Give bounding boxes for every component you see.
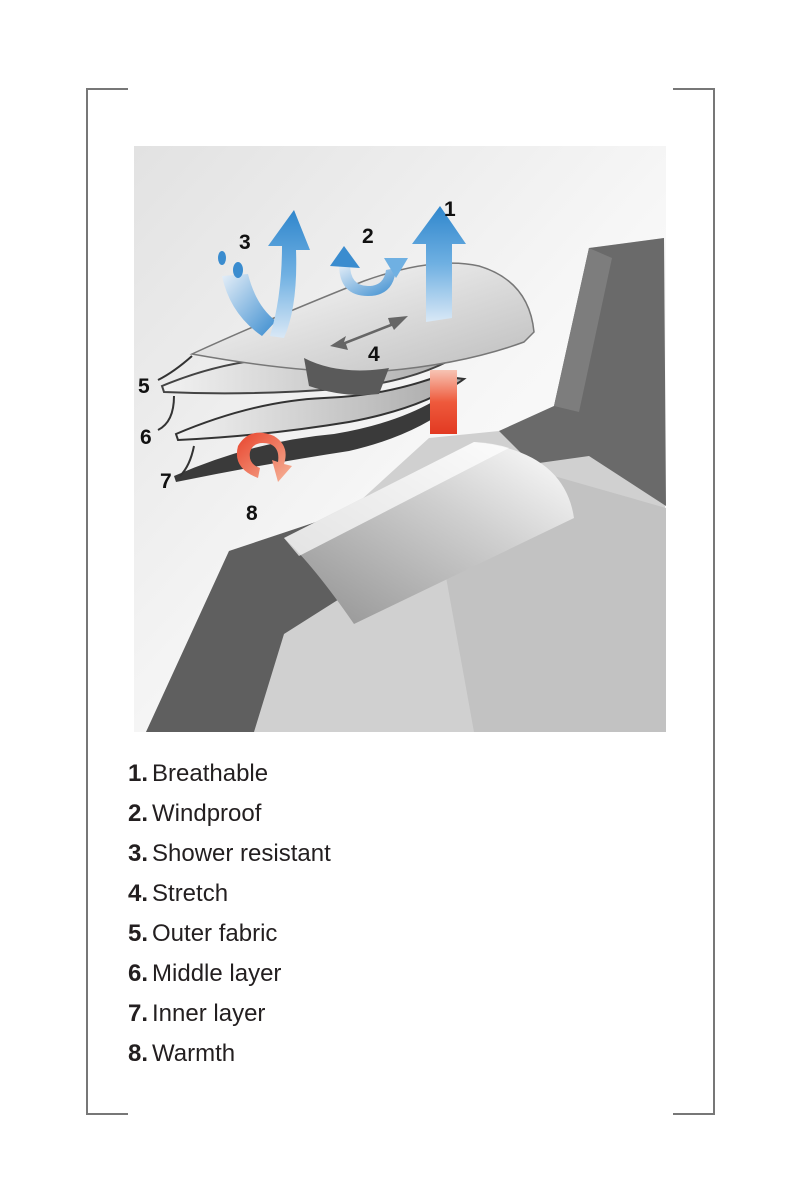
legend-label: Breathable: [152, 760, 269, 787]
legend-number: 6.: [128, 960, 149, 987]
callout-1: 1: [444, 198, 456, 221]
legend-label: Windproof: [152, 800, 262, 827]
legend-label: Warmth: [152, 1040, 236, 1067]
legend-number: 1.: [128, 760, 149, 787]
legend-item: [128, 1036, 331, 1076]
feature-legend: [128, 756, 331, 1076]
legend-label: Middle layer: [152, 960, 282, 987]
callout-6: 6: [140, 426, 152, 449]
legend-item: [128, 916, 331, 956]
frame-left-bracket: [86, 88, 128, 1115]
legend-number: 3.: [128, 840, 149, 867]
legend-number: 7.: [128, 1000, 149, 1027]
callout-4: 4: [368, 343, 380, 366]
legend-item: [128, 796, 331, 836]
frame-right-bracket: [673, 88, 715, 1115]
legend-label: Inner layer: [152, 1000, 266, 1027]
legend-item: [128, 956, 331, 996]
legend-item: [128, 836, 331, 876]
legend-number: 2.: [128, 800, 149, 827]
legend-item: [128, 996, 331, 1036]
fabric-layers-illustration: [134, 146, 666, 732]
legend-number: 5.: [128, 920, 149, 947]
legend-label: Outer fabric: [152, 920, 278, 947]
legend-label: Shower resistant: [152, 840, 331, 867]
callout-8: 8: [246, 502, 258, 525]
callout-3: 3: [239, 231, 251, 254]
legend-number: 4.: [128, 880, 149, 907]
warmth-bar-icon: [430, 370, 457, 434]
callout-2: 2: [362, 225, 374, 248]
legend-item: [128, 876, 331, 916]
callout-7: 7: [160, 470, 172, 493]
legend-label: Stretch: [152, 880, 229, 907]
legend-item: [128, 756, 331, 796]
legend-number: 8.: [128, 1040, 149, 1067]
callout-5: 5: [138, 375, 150, 398]
